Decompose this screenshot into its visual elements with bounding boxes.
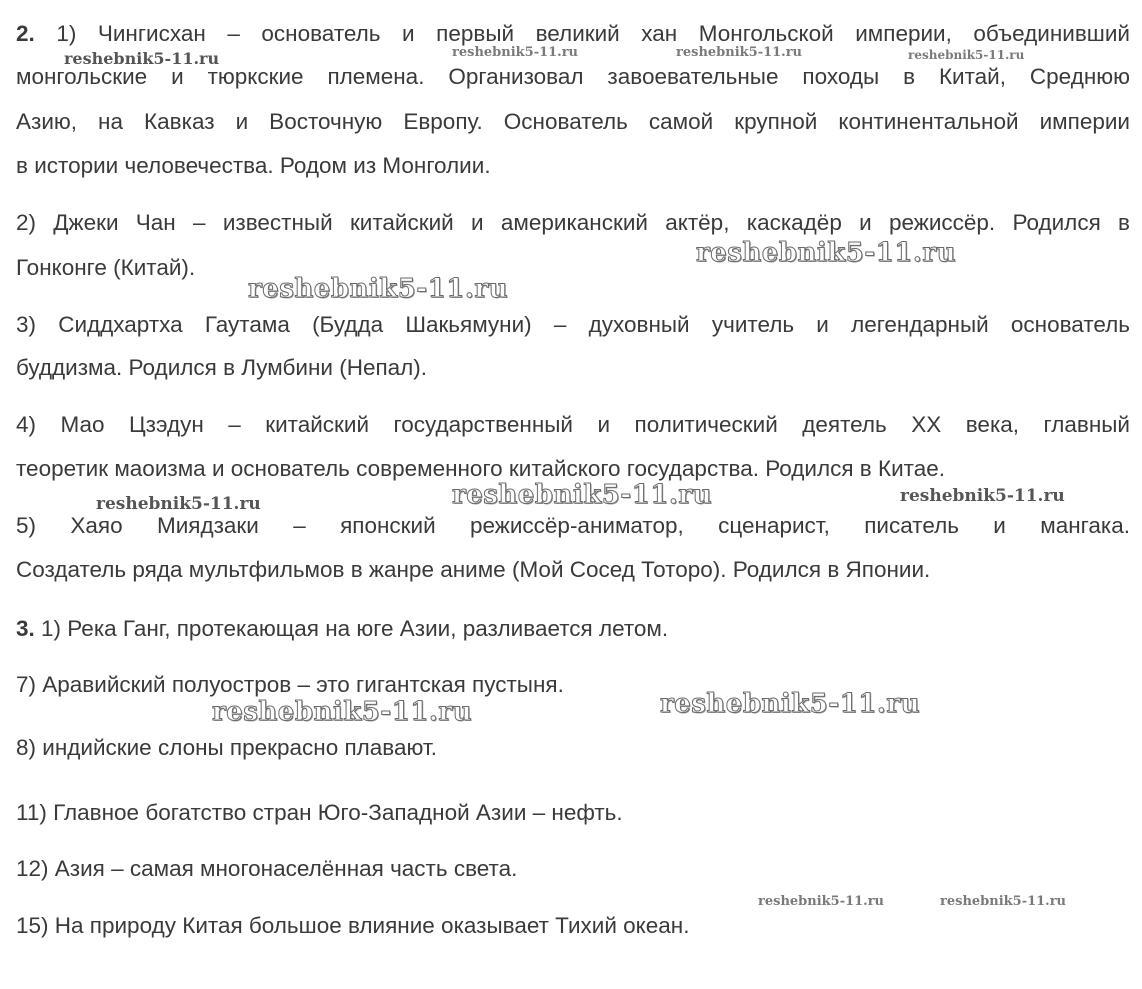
- section-3-number: 3.: [16, 616, 35, 641]
- item-3-15: 15) На природу Китая большое влияние оказывает Тихий океан.: [16, 913, 690, 938]
- watermark: reshebnik5-11.ru: [940, 894, 1067, 909]
- item-2-1-line-3: Азию, на Кавказ и Восточную Европу. Основатель самой крупной континентальной империи: [16, 109, 1130, 134]
- watermark: reshebnik5-11.ru: [660, 689, 921, 719]
- item-2-1-line-4: в истории человечества. Родом из Монголии.: [16, 153, 491, 178]
- watermark: reshebnik5-11.ru: [64, 49, 220, 68]
- item-2-5-line-1: 5) Хаяо Миядзаки – японский режиссёр-аниматор, сценарист, писатель и мангака.: [16, 513, 1130, 538]
- item-2-3-line-1: 3) Сиддхартха Гаутама (Будда Шакьямуни) – духовный учитель и легендарный основатель: [16, 312, 1130, 337]
- item-2-1-line-1: [16, 20, 1130, 48]
- item-3-1: [16, 615, 668, 643]
- watermark: reshebnik5-11.ru: [452, 480, 713, 510]
- item-3-12: 12) Азия – самая многонаселённая часть света.: [16, 856, 518, 881]
- watermark: reshebnik5-11.ru: [96, 494, 261, 514]
- watermark: reshebnik5-11.ru: [908, 48, 1025, 62]
- item-3-7: 7) Аравийский полуостров – это гигантская пустыня.: [16, 672, 564, 697]
- item-3-1-text: 1) Река Ганг, протекающая на юге Азии, разливается летом.: [41, 616, 669, 641]
- item-3-8: 8) индийские слоны прекрасно плавают.: [16, 735, 437, 760]
- item-2-1-line-2: монгольские и тюркские племена. Организовал завоевательные походы в Китай, Среднюю: [16, 64, 1130, 89]
- item-2-4-line-2: теоретик маоизма и основатель современного китайского государства. Родился в Китае.: [16, 456, 945, 481]
- item-2-2-line-2: Гонконге (Китай).: [16, 255, 196, 280]
- watermark: reshebnik5-11.ru: [676, 45, 803, 60]
- item-2-1-text: 1) Чингисхан – основатель и первый великий хан Монгольской империи, объединивший: [56, 21, 1130, 46]
- item-2-4-line-1: 4) Мао Цзэдун – китайский государственный и политический деятель XX века, главный: [16, 412, 1130, 437]
- watermark: reshebnik5-11.ru: [452, 45, 579, 60]
- item-2-2-line-1: 2) Джеки Чан – известный китайский и американский актёр, каскадёр и режиссёр. Родился в: [16, 210, 1130, 235]
- section-2-number: 2.: [16, 21, 35, 46]
- watermark: reshebnik5-11.ru: [900, 486, 1065, 506]
- watermark: reshebnik5-11.ru: [758, 894, 885, 909]
- watermark: reshebnik5-11.ru: [696, 238, 957, 268]
- item-2-5-line-2: Создатель ряда мультфильмов в жанре аниме (Мой Сосед Тоторо). Родился в Японии.: [16, 557, 931, 582]
- watermark: reshebnik5-11.ru: [248, 274, 509, 304]
- watermark: reshebnik5-11.ru: [212, 697, 473, 727]
- item-3-11: 11) Главное богатство стран Юго-Западной Азии – нефть.: [16, 800, 623, 825]
- item-2-3-line-2: буддизма. Родился в Лумбини (Непал).: [16, 355, 428, 380]
